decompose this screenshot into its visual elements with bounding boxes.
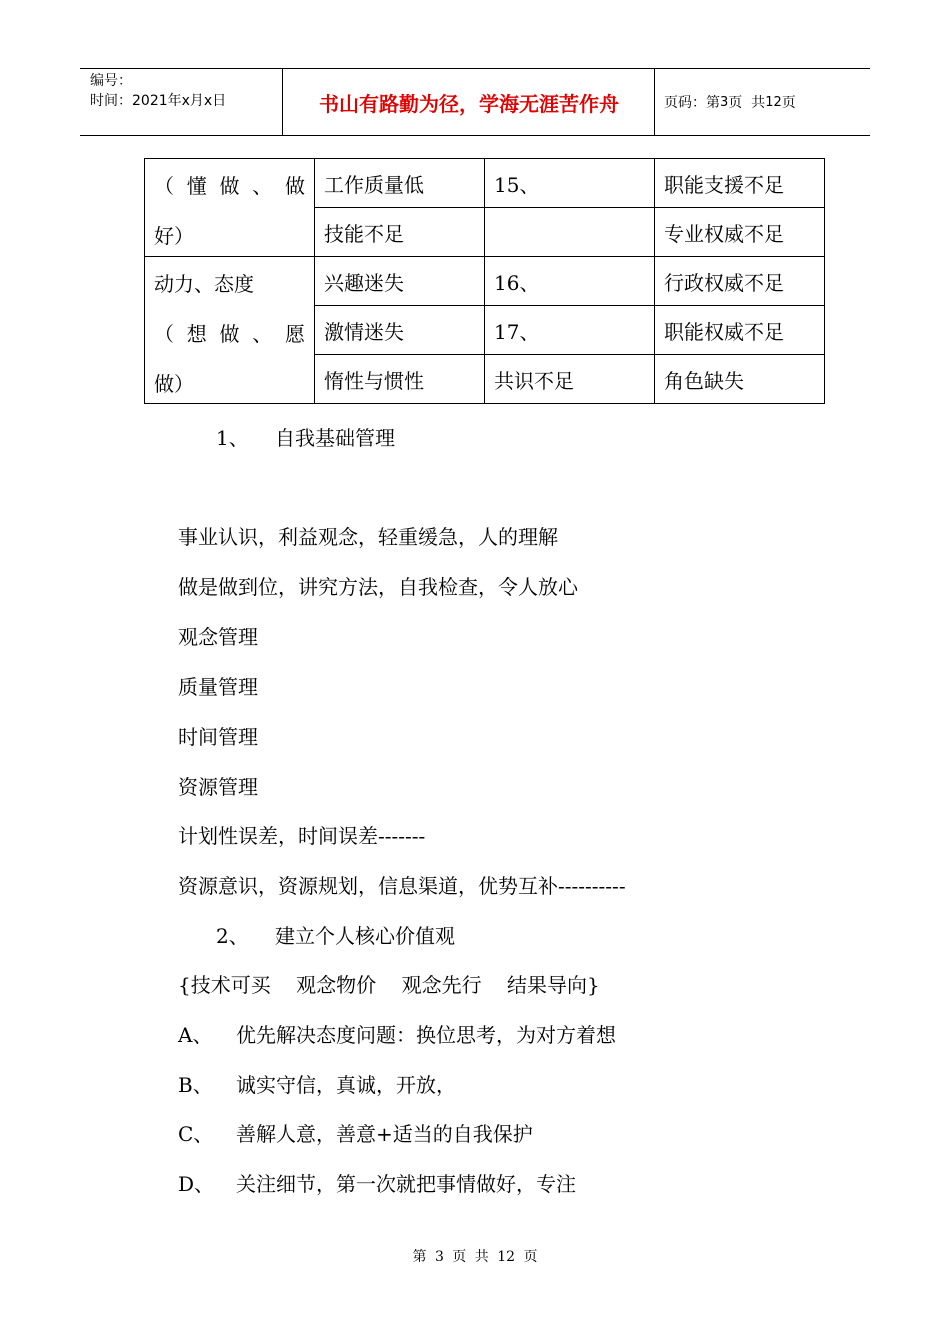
section-heading <box>216 921 249 951</box>
table-cell-text: 做） <box>154 372 194 396</box>
header-motto: 书山有路勤为径，学海无涯苦作舟 <box>319 91 619 116</box>
item-text: 关注细节，第一次就把事情做好，专注 <box>236 1172 576 1196</box>
body-line: 资源意识，资源规划，信息渠道，优势互补---------- <box>178 874 626 898</box>
page-mid: 页 共 <box>728 95 766 111</box>
table-cell: 16、 <box>485 257 655 306</box>
page-prefix: 页码：第 <box>664 95 720 111</box>
table-cell: 15、 <box>485 159 655 208</box>
table-cell: 职能支援不足 <box>655 159 825 208</box>
table-cell: 工作质量低 <box>315 159 485 208</box>
table-cell-text: 好） <box>154 224 194 248</box>
body-line: 计划性误差，时间误差------- <box>178 824 426 848</box>
table-cell: 共识不足 <box>485 355 655 404</box>
section-title: 建立个人核心价值观 <box>275 924 455 948</box>
header-meta <box>90 71 226 111</box>
body-line: 做是做到位，讲究方法，自我检查，令人放心 <box>178 575 578 599</box>
body-line: 质量管理 <box>178 675 258 699</box>
item-text: 诚实守信，真诚，开放， <box>236 1073 456 1097</box>
section-title: 自我基础管理 <box>275 426 395 450</box>
table-cell: 专业权威不足 <box>655 208 825 257</box>
page-footer: 第 3 页 共 12 页 <box>412 1249 538 1265</box>
page-suffix: 页 <box>781 95 796 111</box>
item-text: 优先解决态度问题：换位思考，为对方着想 <box>236 1023 616 1047</box>
page-current: 3 <box>720 94 729 110</box>
table-cell-text: 动力、态度 <box>154 272 254 296</box>
table-cell: 17、 <box>485 306 655 355</box>
table-cell: 行政权威不足 <box>655 257 825 306</box>
body-line: 时间管理 <box>178 725 258 749</box>
table-cell-text: （ 懂 做 、 做 <box>154 174 305 198</box>
document-time-label: 时间：2021年x月x日 <box>90 93 227 109</box>
header-page-number <box>664 69 796 135</box>
item-label: A、 <box>178 1023 213 1047</box>
table-cell-group <box>145 257 315 404</box>
table-cell: 兴趣迷失 <box>315 257 485 306</box>
table-cell: 激情迷失 <box>315 306 485 355</box>
table-cell-text: （ 想 做 、 愿 <box>154 322 305 346</box>
item-text: 善解人意，善意+适当的自我保护 <box>236 1122 533 1146</box>
header-divider <box>654 69 655 135</box>
body-line: 事业认识，利益观念，轻重缓急，人的理解 <box>178 525 558 549</box>
page-header <box>80 68 870 136</box>
section-number: 2、 <box>216 924 249 948</box>
body-line: 资源管理 <box>178 775 258 799</box>
item-label: C、 <box>178 1122 214 1146</box>
table-row <box>145 159 825 208</box>
table-cell: 技能不足 <box>315 208 485 257</box>
table-cell: 角色缺失 <box>655 355 825 404</box>
table-cell: 职能权威不足 <box>655 306 825 355</box>
section-heading <box>216 423 249 453</box>
table-cell: 惰性与惯性 <box>315 355 485 404</box>
factor-table <box>144 158 825 404</box>
values-line: {技术可买 观念物价 观念先行 结果导向} <box>178 973 600 997</box>
item-label: D、 <box>178 1172 215 1196</box>
page-total: 12 <box>765 94 782 110</box>
table-cell <box>485 208 655 257</box>
section-number: 1、 <box>216 426 249 450</box>
table-cell-group <box>145 159 315 257</box>
document-number-label: 编号： <box>90 73 132 89</box>
body-line: 观念管理 <box>178 625 258 649</box>
item-label: B、 <box>178 1073 213 1097</box>
table-row <box>145 257 825 306</box>
